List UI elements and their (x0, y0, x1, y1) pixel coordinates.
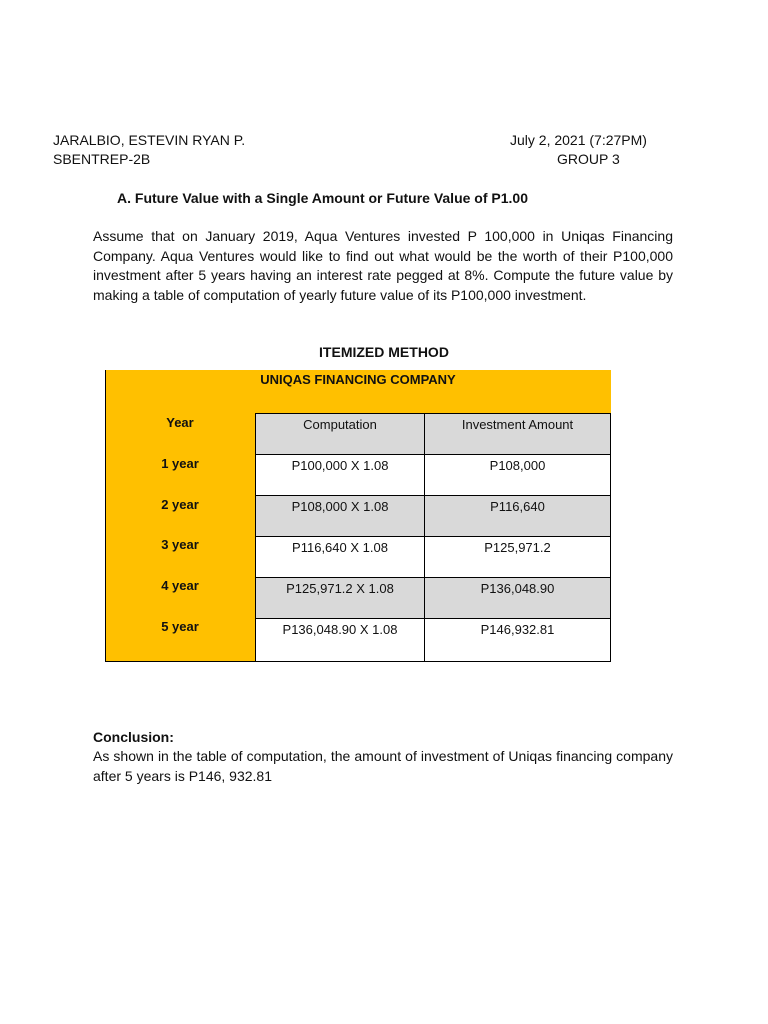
conclusion-text: As shown in the table of computation, the amount of investment of Uniqas financing company after 5 years is P146, 932.81 (93, 748, 673, 784)
amount-cell: P136,048.90 (424, 577, 611, 619)
table-grid (255, 413, 611, 662)
amount-header: Investment Amount (424, 413, 611, 455)
year-label: 3 year (161, 537, 199, 552)
computation-cell: P108,000 X 1.08 (255, 495, 425, 537)
computation-cell: P136,048.90 X 1.08 (255, 618, 425, 662)
student-section: SBENTREP-2B (53, 151, 151, 167)
computation-header: Computation (255, 413, 425, 455)
problem-paragraph: Assume that on January 2019, Aqua Ventures invested P 100,000 in Uniqas Financing Company. Aqua Ventures would like to find out what would be the worth of their P100,000 investment after 5 years having an interest rate pegged at 8%. Compute the future value by making a table of computation of yearly future value of its P100,000 investment. (93, 228, 673, 303)
amount-cell: P116,640 (424, 495, 611, 537)
group-label: GROUP 3 (557, 151, 620, 167)
amount-cell: P146,932.81 (424, 618, 611, 662)
table-title: UNIQAS FINANCING COMPANY (260, 372, 456, 387)
computation-cell: P100,000 X 1.08 (255, 454, 425, 496)
amount-cell: P108,000 (424, 454, 611, 496)
year-label: 5 year (161, 619, 199, 634)
year-label: 1 year (161, 456, 199, 471)
student-name: JARALBIO, ESTEVIN RYAN P. (53, 132, 246, 148)
year-header: Year (166, 415, 194, 430)
year-label: 2 year (161, 497, 199, 512)
conclusion-label: Conclusion: (93, 729, 174, 745)
computation-table (105, 370, 611, 662)
submission-date: July 2, 2021 (7:27PM) (510, 132, 647, 148)
amount-cell: P125,971.2 (424, 536, 611, 578)
computation-cell: P116,640 X 1.08 (255, 536, 425, 578)
section-title: A. Future Value with a Single Amount or Future Value of P1.00 (117, 190, 528, 206)
method-title: ITEMIZED METHOD (319, 344, 449, 360)
year-label: 4 year (161, 578, 199, 593)
computation-cell: P125,971.2 X 1.08 (255, 577, 425, 619)
